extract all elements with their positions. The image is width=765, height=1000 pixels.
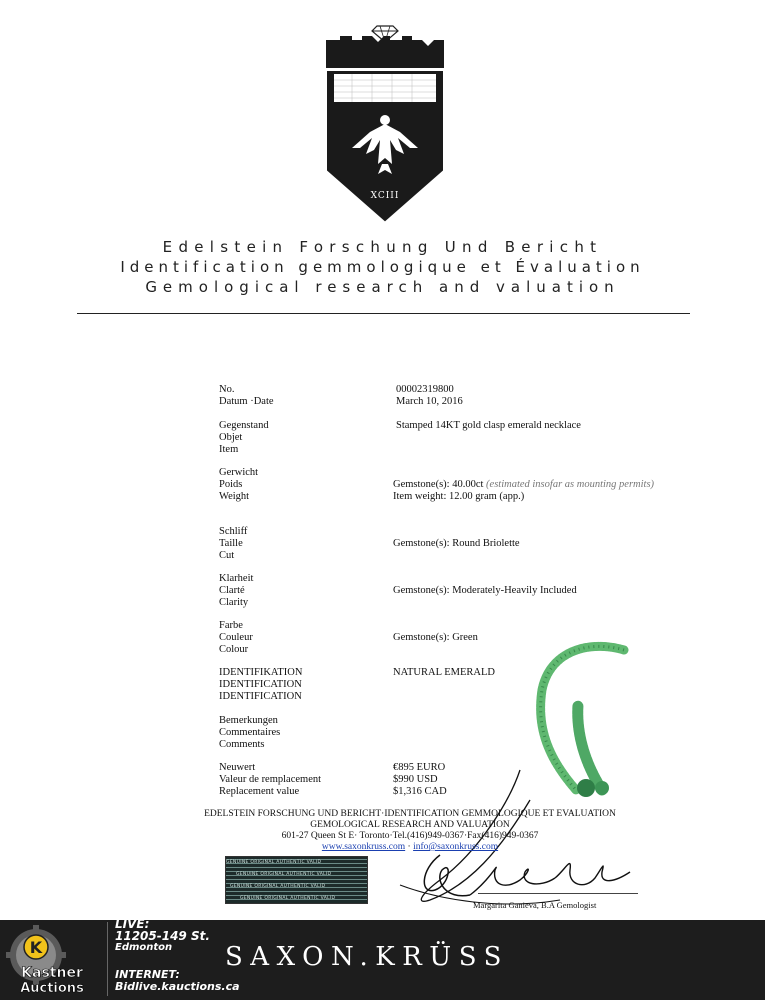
gemstone-weight: Gemstone(s): 40.00ct xyxy=(393,479,484,490)
footer-address: 601-27 Queen St E· Toronto·Tel.(416)949-0367·Fax(416)949-0367 xyxy=(281,831,539,841)
internet-info xyxy=(115,969,240,993)
svg-text:Auctions: Auctions xyxy=(20,981,84,996)
svg-text:XCIII: XCIII xyxy=(370,191,400,201)
title-english: Gemological research and valuation xyxy=(145,278,620,296)
title-german: Edelstein Forschung Und Bericht xyxy=(162,238,603,256)
live-address: 11205-149 St. xyxy=(115,929,210,943)
email-link[interactable]: info@saxonkruss.com xyxy=(413,842,499,852)
footer-org-line-2: GEMOLOGICAL RESEARCH AND VALUATION xyxy=(310,820,510,830)
clarity-label-en: Clarity xyxy=(219,597,249,608)
id-label-en: IDENTIFICATION xyxy=(219,691,302,702)
saxon-kruss-brand: SAXON.KRÜSS xyxy=(225,942,509,972)
item-weight: Item weight: 12.00 gram (app.) xyxy=(393,491,525,502)
item-value: Stamped 14KT gold clasp emerald necklace xyxy=(396,420,581,431)
item-label-fr: Objet xyxy=(219,432,243,443)
website-link[interactable]: www.saxonkruss.com xyxy=(321,842,406,852)
title-french: Identification gemmologique et Évaluation xyxy=(120,258,645,276)
no-value: 00002319800 xyxy=(396,384,454,395)
footer-contact: www.saxonkruss.com · info@saxonkruss.com xyxy=(321,842,499,852)
value-label-en: Replacement value xyxy=(219,786,300,797)
svg-text:Kastner: Kastner xyxy=(21,965,83,981)
item-label-de: Gegenstand xyxy=(219,420,269,431)
weight-note: (estimated insofar as mounting permits) xyxy=(486,479,655,490)
colour-label-en: Colour xyxy=(219,644,249,655)
value-usd: $990 USD xyxy=(393,774,438,785)
date-value: March 10, 2016 xyxy=(396,396,463,407)
value-label-de: Neuwert xyxy=(219,762,256,773)
colour-label-fr: Couleur xyxy=(219,632,253,643)
colour-label-de: Farbe xyxy=(219,620,243,631)
cut-label-fr: Taille xyxy=(219,538,243,549)
hologram-text-2: GENUINE ORIGINAL AUTHENTIC VALID xyxy=(236,872,332,877)
banner-divider xyxy=(107,922,108,996)
id-label-de: IDENTIFIKATION xyxy=(219,667,303,678)
clarity-label-fr: Clarté xyxy=(219,585,245,596)
clarity-value: Gemstone(s): Moderately-Heavily Included xyxy=(393,585,577,596)
internet-url[interactable]: Bidlive.kauctions.ca xyxy=(115,980,240,993)
weight-label-en: Weight xyxy=(219,491,250,502)
live-location xyxy=(115,918,210,954)
weight-label-fr: Poids xyxy=(219,479,243,490)
hologram-seal xyxy=(225,856,368,904)
clarity-label-de: Klarheit xyxy=(219,573,254,584)
hologram-text-3: GENUINE ORIGINAL AUTHENTIC VALID xyxy=(230,884,326,889)
gemologist-name: Margarita Ganieva, B.A Gemologist xyxy=(473,900,597,910)
header-divider xyxy=(77,313,690,314)
comments-label-fr: Commentaires xyxy=(219,727,281,738)
value-cad: $1,316 CAD xyxy=(393,786,447,797)
weight-value xyxy=(393,479,654,491)
cut-label-en: Cut xyxy=(219,550,235,561)
signature-line xyxy=(478,893,638,894)
item-label-en: Item xyxy=(219,444,239,455)
weight-label-de: Gerwicht xyxy=(219,467,259,478)
hologram-text-1: GENUINE ORIGINAL AUTHENTIC VALID xyxy=(226,860,322,865)
colour-value: Gemstone(s): Green xyxy=(393,632,478,643)
crest-crown xyxy=(326,36,444,68)
cut-label-de: Schliff xyxy=(219,526,248,537)
value-label-fr: Valeur de remplacement xyxy=(219,774,322,785)
id-label-fr: IDENTIFICATION xyxy=(219,679,302,690)
live-label: LIVE: xyxy=(115,917,150,931)
date-label: Datum ·Date xyxy=(219,396,274,407)
cut-value: Gemstone(s): Round Briolette xyxy=(393,538,520,549)
svg-text:K: K xyxy=(29,938,43,957)
comments-label-en: Comments xyxy=(219,739,265,750)
comments-label-de: Bemerkungen xyxy=(219,715,278,726)
live-city: Edmonton xyxy=(115,942,173,953)
internet-label: INTERNET: xyxy=(115,968,180,981)
footer-org-line-1: EDELSTEIN FORSCHUNG UND BERICHT·IDENTIFICATION GEMMOLOGIQUE ET EVALUATION xyxy=(204,809,616,819)
id-value: NATURAL EMERALD xyxy=(393,667,495,678)
hologram-text-4: GENUINE ORIGINAL AUTHENTIC VALID xyxy=(240,896,336,901)
crest-logo xyxy=(322,20,448,225)
no-label: No. xyxy=(219,384,235,395)
value-euro: €895 EURO xyxy=(393,762,446,773)
kastner-auctions-logo xyxy=(2,925,102,997)
